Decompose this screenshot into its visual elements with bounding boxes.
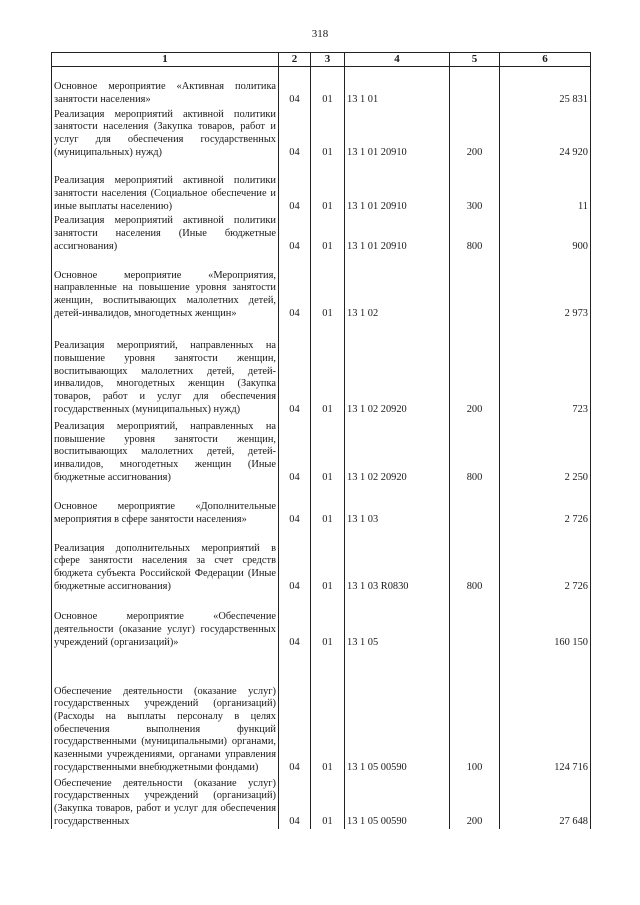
row-name: Основное мероприятие «Мероприятия, направленные на повышение уровня занятости женщин, воспитывающих малолетних детей, детей-инвалидов, многодетных женщин»: [52, 254, 279, 321]
budget-table: [51, 52, 591, 829]
row-amount: 900: [500, 214, 591, 254]
row-expense-type: 800: [450, 417, 500, 485]
table-row: [52, 417, 591, 485]
row-subsection: 01: [311, 254, 345, 321]
row-name: Реализация дополнительных мероприятий в сфере занятости населения за счет средств бюджета субъекта Российской Федерации (Иные бюджетные ассигнования): [52, 527, 279, 594]
table-row: [52, 254, 591, 321]
row-section: 04: [279, 107, 311, 160]
row-expense-type: 100: [450, 650, 500, 775]
row-name: Реализация мероприятий, направленных на повышение уровня занятости женщин, воспитывающих малолетних детей, детей-инвалидов, многодетных женщин (Иные бюджетные ассигнования): [52, 417, 279, 485]
row-name: Реализация мероприятий активной политики занятости населения (Социальное обеспечение и иные выплаты населению): [52, 160, 279, 214]
column-header-subsection: 3: [311, 53, 345, 67]
row-section: 04: [279, 321, 311, 417]
table-header-row: [52, 53, 591, 67]
row-section: 04: [279, 160, 311, 214]
row-target-article: 13 1 01 20910: [345, 214, 450, 254]
row-target-article: 13 1 02: [345, 254, 450, 321]
row-name: Реализация мероприятий активной политики занятости населения (Иные бюджетные ассигнования): [52, 214, 279, 254]
row-section: 04: [279, 485, 311, 527]
row-target-article: 13 1 03 R0830: [345, 527, 450, 594]
row-amount: 160 150: [500, 594, 591, 650]
row-amount: 2 726: [500, 527, 591, 594]
row-section: 04: [279, 650, 311, 775]
column-header-target-article: 4: [345, 53, 450, 67]
row-expense-type: 200: [450, 107, 500, 160]
row-name: Основное мероприятие «Активная политика занятости населения»: [52, 67, 279, 107]
row-expense-type: 200: [450, 321, 500, 417]
table-row: [52, 650, 591, 775]
row-target-article: 13 1 01 20910: [345, 160, 450, 214]
row-name: Основное мероприятие «Обеспечение деятельности (оказание услуг) государственных учреждений (организаций)»: [52, 594, 279, 650]
row-name: Основное мероприятие «Дополнительные мероприятия в сфере занятости населения»: [52, 485, 279, 527]
row-expense-type: 800: [450, 214, 500, 254]
row-section: 04: [279, 594, 311, 650]
row-subsection: 01: [311, 160, 345, 214]
row-amount: 25 831: [500, 67, 591, 107]
row-amount: 2 726: [500, 485, 591, 527]
row-target-article: 13 1 01: [345, 67, 450, 107]
row-subsection: 01: [311, 214, 345, 254]
row-section: 04: [279, 67, 311, 107]
row-amount: 27 648: [500, 775, 591, 829]
row-amount: 24 920: [500, 107, 591, 160]
row-amount: 2 250: [500, 417, 591, 485]
row-name: Реализация мероприятий активной политики занятости населения (Закупка товаров, работ и услуг для обеспечения государственных (муниципальных) нужд): [52, 107, 279, 160]
table-row: [52, 775, 591, 829]
row-name: Реализация мероприятий, направленных на повышение уровня занятости женщин, воспитывающих малолетних детей, детей-инвалидов, многодетных женщин (Закупка товаров, работ и услуг для обеспечения государственных (муниципальных) нужд): [52, 321, 279, 417]
row-section: 04: [279, 417, 311, 485]
table-row: [52, 67, 591, 107]
row-subsection: 01: [311, 775, 345, 829]
row-target-article: 13 1 03: [345, 485, 450, 527]
row-subsection: 01: [311, 527, 345, 594]
row-expense-type: [450, 594, 500, 650]
row-target-article: 13 1 05: [345, 594, 450, 650]
row-expense-type: 800: [450, 527, 500, 594]
table-row: [52, 107, 591, 160]
row-amount: 11: [500, 160, 591, 214]
row-amount: 124 716: [500, 650, 591, 775]
column-header-name: 1: [52, 53, 279, 67]
row-subsection: 01: [311, 485, 345, 527]
row-expense-type: 200: [450, 775, 500, 829]
row-amount: 723: [500, 321, 591, 417]
row-section: 04: [279, 214, 311, 254]
row-name: Обеспечение деятельности (оказание услуг) государственных учреждений (организаций) (Закупка товаров, работ и услуг для обеспечения государственных: [52, 775, 279, 829]
row-name: Обеспечение деятельности (оказание услуг) государственных учреждений (организаций) (Расходы на выплаты персоналу в целях обеспечения выполнения функций государственными (муниципальными) органами, казенными учреждениями, органами управления государственными внебюджетными фондами): [52, 650, 279, 775]
row-subsection: 01: [311, 107, 345, 160]
row-expense-type: 300: [450, 160, 500, 214]
row-expense-type: [450, 67, 500, 107]
table-row: [52, 527, 591, 594]
column-header-expense-type: 5: [450, 53, 500, 67]
row-subsection: 01: [311, 67, 345, 107]
row-target-article: 13 1 05 00590: [345, 650, 450, 775]
row-target-article: 13 1 01 20910: [345, 107, 450, 160]
row-expense-type: [450, 485, 500, 527]
row-target-article: 13 1 05 00590: [345, 775, 450, 829]
column-header-amount: 6: [500, 53, 591, 67]
row-target-article: 13 1 02 20920: [345, 321, 450, 417]
row-amount: 2 973: [500, 254, 591, 321]
table-row: [52, 214, 591, 254]
row-target-article: 13 1 02 20920: [345, 417, 450, 485]
table-row: [52, 485, 591, 527]
row-expense-type: [450, 254, 500, 321]
row-subsection: 01: [311, 321, 345, 417]
page-number: 318: [311, 28, 329, 40]
row-subsection: 01: [311, 650, 345, 775]
table-row: [52, 594, 591, 650]
row-subsection: 01: [311, 417, 345, 485]
row-section: 04: [279, 775, 311, 829]
row-section: 04: [279, 527, 311, 594]
row-section: 04: [279, 254, 311, 321]
row-subsection: 01: [311, 594, 345, 650]
table-row: [52, 160, 591, 214]
table-row: [52, 321, 591, 417]
column-header-section: 2: [279, 53, 311, 67]
